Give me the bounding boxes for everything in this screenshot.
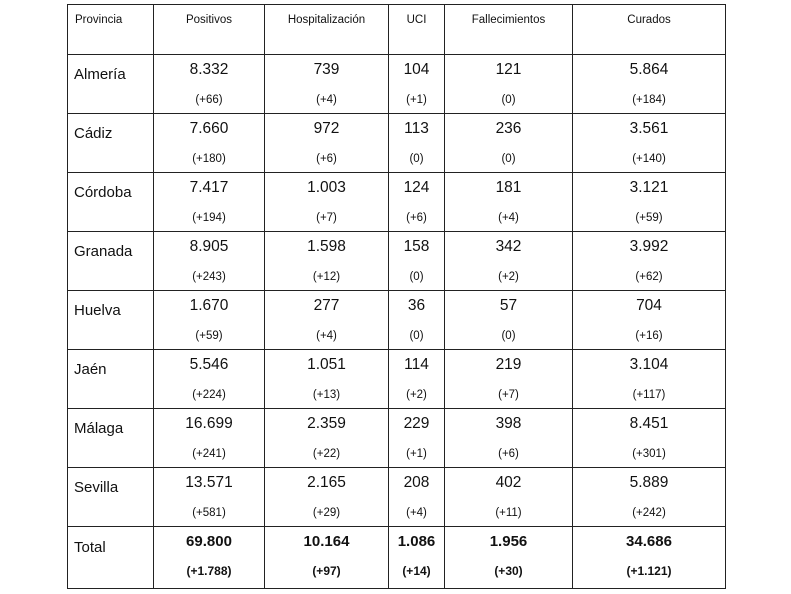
hospitalizacion-delta: (+12)	[312, 271, 341, 283]
curados-cell	[573, 409, 726, 468]
hospitalizacion-cell	[265, 350, 389, 409]
hospitalizacion-value: 277	[313, 297, 340, 314]
fallecimientos-cell	[445, 350, 573, 409]
fallecimientos-delta: (+7)	[498, 389, 519, 401]
fallecimientos-delta: (+6)	[498, 448, 519, 460]
positivos-value: 8.332	[189, 61, 229, 78]
fallecimientos-cell	[445, 232, 573, 291]
hospitalizacion-delta: (+97)	[312, 564, 341, 578]
fallecimientos-cell	[445, 173, 573, 232]
table-row	[68, 291, 726, 350]
positivos-cell	[154, 350, 265, 409]
header-row	[68, 5, 726, 55]
curados-cell	[573, 114, 726, 173]
curados-delta: (+117)	[632, 389, 666, 401]
uci-delta: (+4)	[406, 507, 427, 519]
uci-delta: (+2)	[406, 389, 427, 401]
total-row	[68, 527, 726, 589]
hospitalizacion-delta: (+13)	[312, 389, 341, 401]
fallecimientos-value: 219	[495, 356, 522, 373]
uci-delta: (0)	[409, 153, 424, 165]
uci-delta: (+6)	[406, 212, 427, 224]
positivos-value: 69.800	[186, 533, 232, 550]
hospitalizacion-value: 1.598	[307, 238, 346, 255]
curados-value: 8.451	[629, 415, 669, 432]
positivos-cell	[154, 114, 265, 173]
curados-cell	[573, 291, 726, 350]
hospitalizacion-delta: (+4)	[316, 94, 337, 106]
province-name: Jaén	[68, 350, 154, 409]
curados-cell	[573, 468, 726, 527]
curados-delta: (+16)	[635, 330, 663, 342]
provinces-table	[67, 4, 726, 589]
curados-delta: (+62)	[635, 271, 663, 283]
uci-cell	[389, 468, 445, 527]
positivos-delta: (+66)	[195, 94, 223, 106]
curados-value: 3.561	[629, 120, 669, 137]
hospitalizacion-cell	[265, 409, 389, 468]
curados-value: 3.992	[629, 238, 669, 255]
hospitalizacion-cell	[265, 468, 389, 527]
positivos-delta: (+224)	[192, 389, 226, 401]
uci-delta: (+1)	[406, 448, 427, 460]
fallecimientos-delta: (+30)	[494, 564, 523, 578]
uci-cell	[389, 114, 445, 173]
uci-cell	[389, 232, 445, 291]
fallecimientos-value: 57	[499, 297, 518, 314]
curados-cell	[573, 232, 726, 291]
hospitalizacion-delta: (+7)	[316, 212, 337, 224]
header-provincia: Provincia	[68, 5, 154, 55]
positivos-cell	[154, 527, 265, 589]
curados-delta: (+59)	[635, 212, 663, 224]
table-row	[68, 232, 726, 291]
fallecimientos-cell	[445, 114, 573, 173]
hospitalizacion-cell	[265, 527, 389, 589]
hospitalizacion-cell	[265, 114, 389, 173]
table-row	[68, 468, 726, 527]
uci-value: 113	[404, 120, 429, 137]
uci-cell	[389, 409, 445, 468]
fallecimientos-value: 398	[495, 415, 522, 432]
uci-cell	[389, 291, 445, 350]
hospitalizacion-value: 1.051	[307, 356, 346, 373]
hospitalizacion-cell	[265, 55, 389, 114]
curados-cell	[573, 350, 726, 409]
positivos-value: 13.571	[185, 474, 233, 491]
province-name: Granada	[68, 232, 154, 291]
hospitalizacion-value: 1.003	[307, 179, 346, 196]
header-uci: UCI	[389, 5, 445, 55]
header-positivos: Positivos	[154, 5, 265, 55]
positivos-cell	[154, 468, 265, 527]
uci-cell	[389, 55, 445, 114]
uci-value: 36	[407, 297, 426, 314]
uci-value: 114	[404, 356, 429, 373]
fallecimientos-delta: (+2)	[498, 271, 519, 283]
uci-cell	[389, 173, 445, 232]
fallecimientos-value: 1.956	[489, 533, 528, 550]
curados-delta: (+1.121)	[626, 564, 672, 578]
positivos-value: 16.699	[185, 415, 233, 432]
uci-value: 208	[403, 474, 430, 491]
fallecimientos-cell	[445, 291, 573, 350]
curados-cell	[573, 173, 726, 232]
uci-delta: (0)	[409, 330, 424, 342]
hospitalizacion-value: 739	[313, 61, 340, 78]
positivos-delta: (+180)	[192, 153, 226, 165]
positivos-cell	[154, 55, 265, 114]
province-name: Cádiz	[68, 114, 154, 173]
uci-delta: (+1)	[406, 94, 427, 106]
positivos-delta: (+1.788)	[186, 564, 232, 578]
province-name: Málaga	[68, 409, 154, 468]
table-row	[68, 114, 726, 173]
positivos-value: 7.660	[189, 120, 229, 137]
curados-value: 704	[636, 297, 662, 314]
province-name: Sevilla	[68, 468, 154, 527]
curados-cell	[573, 527, 726, 589]
curados-delta: (+184)	[632, 94, 666, 106]
table-row	[68, 409, 726, 468]
province-name: Total	[68, 527, 154, 589]
table-row	[68, 55, 726, 114]
fallecimientos-cell	[445, 409, 573, 468]
positivos-delta: (+59)	[195, 330, 223, 342]
header-fallecimientos: Fallecimientos	[445, 5, 573, 55]
uci-delta: (+14)	[402, 564, 431, 578]
curados-value: 3.104	[629, 356, 669, 373]
header-curados: Curados	[573, 5, 726, 55]
positivos-cell	[154, 232, 265, 291]
fallecimientos-cell	[445, 468, 573, 527]
hospitalizacion-value: 2.165	[307, 474, 346, 491]
table-row	[68, 350, 726, 409]
hospitalizacion-delta: (+6)	[316, 153, 337, 165]
curados-delta: (+301)	[632, 448, 666, 460]
fallecimientos-delta: (0)	[501, 330, 516, 342]
province-name: Almería	[68, 55, 154, 114]
fallecimientos-cell	[445, 527, 573, 589]
uci-cell	[389, 527, 445, 589]
fallecimientos-value: 121	[495, 61, 522, 78]
fallecimientos-delta: (0)	[501, 153, 516, 165]
fallecimientos-delta: (+11)	[495, 507, 522, 519]
positivos-delta: (+194)	[192, 212, 226, 224]
positivos-value: 7.417	[189, 179, 229, 196]
hospitalizacion-cell	[265, 232, 389, 291]
fallecimientos-value: 402	[495, 474, 522, 491]
province-name: Córdoba	[68, 173, 154, 232]
fallecimientos-value: 236	[495, 120, 522, 137]
uci-value: 104	[403, 61, 430, 78]
hospitalizacion-delta: (+4)	[316, 330, 337, 342]
positivos-value: 1.670	[189, 297, 229, 314]
hospitalizacion-value: 2.359	[307, 415, 346, 432]
positivos-delta: (+581)	[192, 507, 226, 519]
hospitalizacion-value: 972	[313, 120, 340, 137]
fallecimientos-delta: (0)	[501, 94, 516, 106]
fallecimientos-cell	[445, 55, 573, 114]
positivos-delta: (+241)	[192, 448, 226, 460]
curados-delta: (+242)	[632, 507, 666, 519]
curados-delta: (+140)	[632, 153, 666, 165]
uci-cell	[389, 350, 445, 409]
curados-value: 3.121	[629, 179, 669, 196]
positivos-cell	[154, 291, 265, 350]
uci-value: 1.086	[397, 533, 436, 550]
positivos-value: 5.546	[189, 356, 229, 373]
hospitalizacion-cell	[265, 291, 389, 350]
positivos-cell	[154, 409, 265, 468]
uci-delta: (0)	[409, 271, 424, 283]
uci-value: 229	[403, 415, 430, 432]
curados-value: 5.889	[629, 474, 669, 491]
uci-value: 124	[403, 179, 430, 196]
positivos-delta: (+243)	[192, 271, 226, 283]
positivos-value: 8.905	[189, 238, 229, 255]
curados-cell	[573, 55, 726, 114]
positivos-cell	[154, 173, 265, 232]
fallecimientos-value: 342	[495, 238, 522, 255]
hospitalizacion-delta: (+22)	[312, 448, 341, 460]
fallecimientos-delta: (+4)	[498, 212, 519, 224]
header-hospitalizacion: Hospitalización	[265, 5, 389, 55]
table-row	[68, 173, 726, 232]
curados-value: 34.686	[626, 533, 672, 550]
uci-value: 158	[403, 238, 430, 255]
fallecimientos-value: 181	[495, 179, 522, 196]
province-name: Huelva	[68, 291, 154, 350]
hospitalizacion-delta: (+29)	[312, 507, 341, 519]
hospitalizacion-cell	[265, 173, 389, 232]
curados-value: 5.864	[629, 61, 669, 78]
hospitalizacion-value: 10.164	[303, 533, 350, 550]
